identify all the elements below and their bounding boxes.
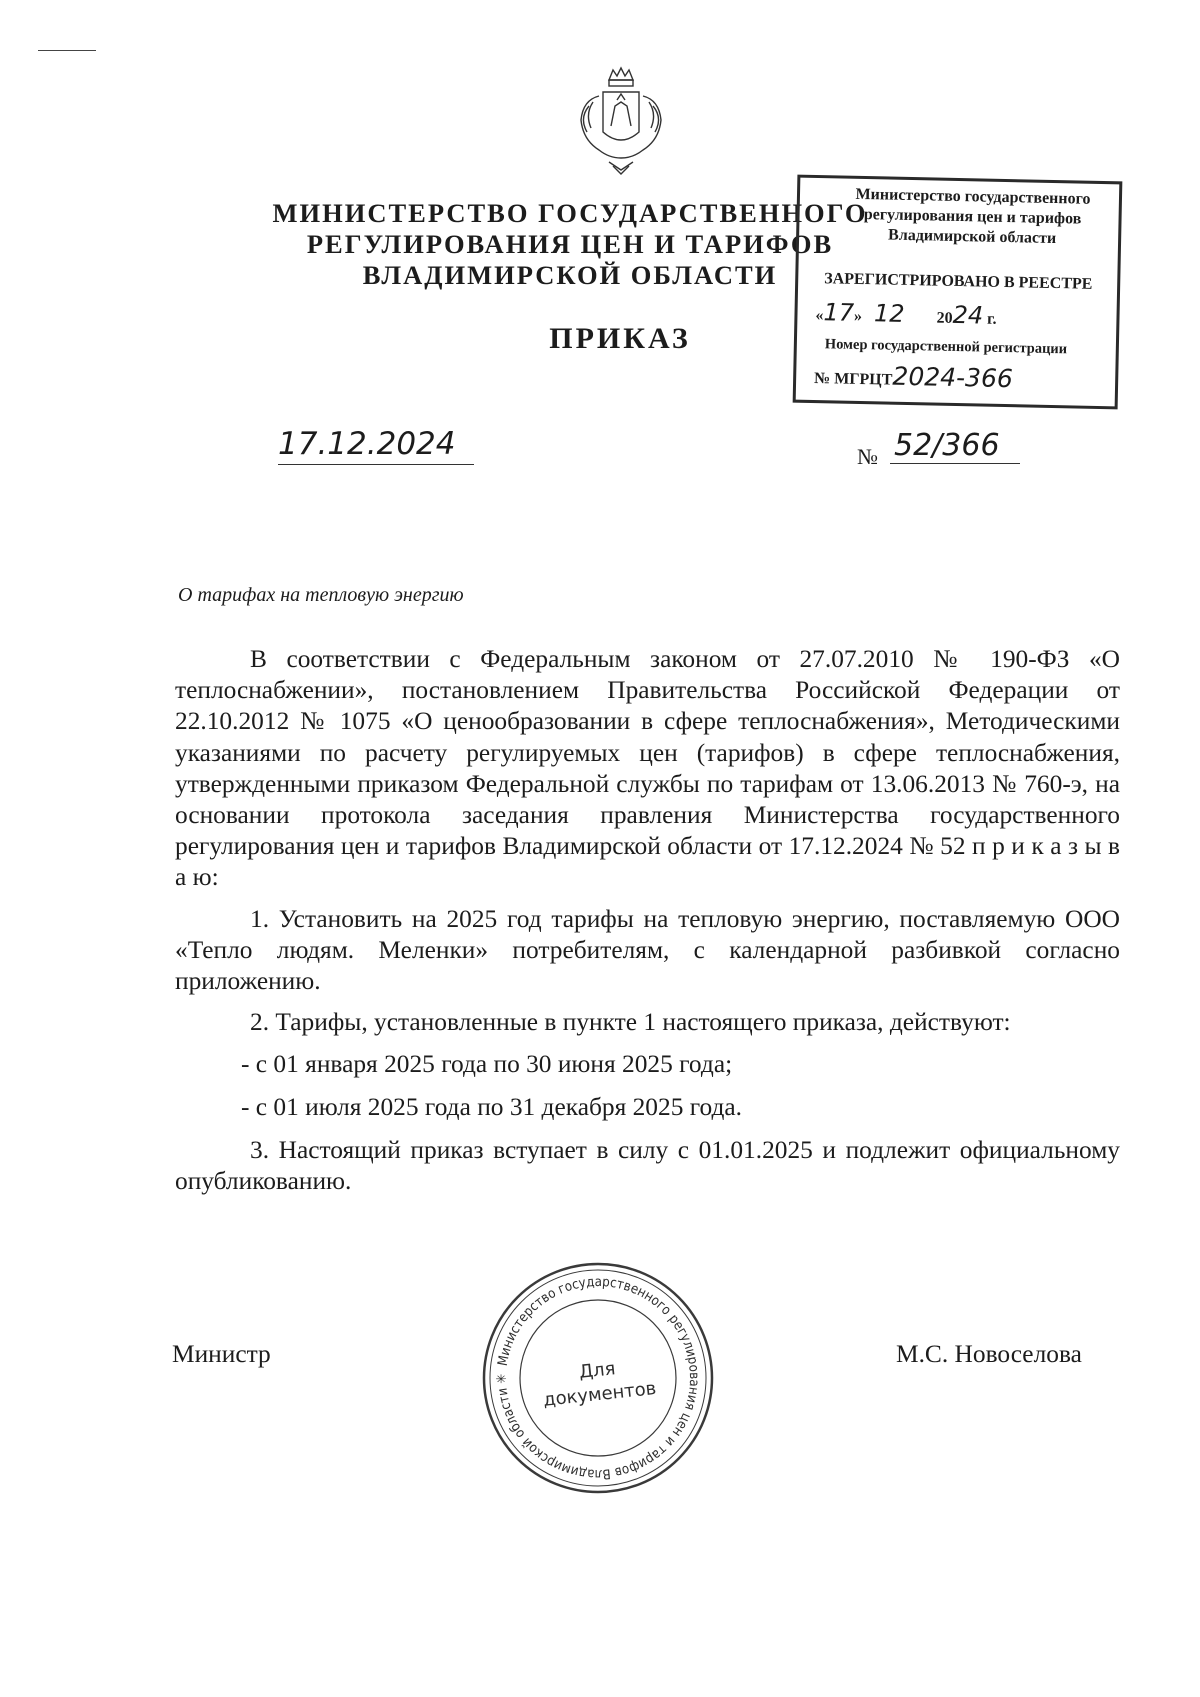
ministry-line: РЕГУЛИРОВАНИЯ ЦЕН И ТАРИФОВ — [306, 229, 834, 259]
stamp-quote-close: » — [853, 307, 863, 326]
ministry-line: ВЛАДИМИРСКОЙ ОБЛАСТИ — [362, 260, 778, 290]
order-number-label: № — [857, 444, 878, 469]
order-number: 52/366 — [890, 428, 1020, 464]
official-seal — [478, 1258, 718, 1498]
stamp-ministry-line: Министерство государственного — [855, 185, 1091, 208]
period-1-line: - с 01 января 2025 года по 30 июня 2025 года; — [241, 1050, 733, 1079]
ministry-line: МИНИСТЕРСТВО ГОСУДАРСТВЕННОГО — [272, 198, 868, 228]
item-2-paragraph: 2. Тарифы, установленные в пункте 1 настоящего приказа, действуют: — [250, 1008, 1011, 1037]
stamp-reg-number-row — [814, 360, 1013, 393]
period-2-line: - с 01 июля 2025 года по 31 декабря 2025 года. — [241, 1092, 743, 1121]
stamp-reg-number-label: Номер государственной регистрации — [824, 336, 1068, 358]
order-date: 17.12.2024 — [278, 426, 474, 465]
stamp-reg-prefix: № МГРЦТ — [813, 370, 893, 389]
stamp-date-row — [815, 298, 997, 330]
item-3-paragraph: 3. Настоящий приказ вступает в силу с 01.01.2025 и подлежит официальному опубликованию. — [175, 1135, 1120, 1196]
stamp-month: 12 — [873, 299, 905, 328]
coat-of-arms-emblem — [573, 66, 669, 176]
stamp-year-mark: г. — [986, 310, 997, 328]
stamp-year-suffix: 24 — [952, 300, 984, 330]
seal-center-line-2: документов — [542, 1378, 658, 1411]
signatory-name: М.С. Новоселова — [896, 1340, 1082, 1368]
stamp-ministry-line: Владимирской области — [887, 226, 1057, 248]
registration-stamp — [793, 175, 1123, 410]
seal-ring-text: Министерство государственного регулирования цен и тарифов Владимирской области ✳ — [493, 1273, 703, 1483]
stamp-reg-number: 2024-366 — [892, 361, 1014, 394]
stamp-quote-open: « — [815, 307, 824, 325]
document-type: ПРИКАЗ — [549, 322, 691, 355]
stamp-year-prefix: 20 — [936, 309, 953, 327]
order-body — [175, 644, 1120, 1197]
signatory-position: Министр — [172, 1340, 271, 1368]
order-subject: О тарифах на тепловую энергию — [178, 584, 464, 606]
stamp-ministry — [827, 184, 1118, 250]
stamp-day: 17 — [823, 298, 855, 327]
corner-mark — [38, 50, 96, 51]
seal-center-line-1: Для — [578, 1358, 617, 1383]
ministry-title — [270, 198, 870, 291]
preamble-paragraph: В соответствии с Федеральным законом от 27.07.2010 № 190-ФЗ «О теплоснабжении», постановлением Правительства Российской Федерации от 22.10.2012 № 1075 «О ценообразовании в сфере теплоснабжения», Методическими указаниями по расчету регулируемых цен (тарифов) в сфере теплоснабжения, утвержденными приказом Федеральной службы по тарифам от 13.06.2013 № 760-э, на основании протокола заседания правления Министерства государственного регулирования цен и тарифов Владимирской области от 17.12.2024 № 52 п р и к а з ы в а ю: — [175, 645, 1120, 892]
stamp-ministry-line: регулирования цен и тарифов — [863, 206, 1082, 228]
item-1-paragraph: 1. Установить на 2025 год тарифы на тепловую энергию, поставляемую ООО «Тепло людям. Меленки» потребителям, с календарной разбивкой согласно приложению. — [175, 904, 1120, 996]
stamp-registered-label: ЗАРЕГИСТРИРОВАНО В РЕЕСТРЕ — [824, 270, 1093, 293]
